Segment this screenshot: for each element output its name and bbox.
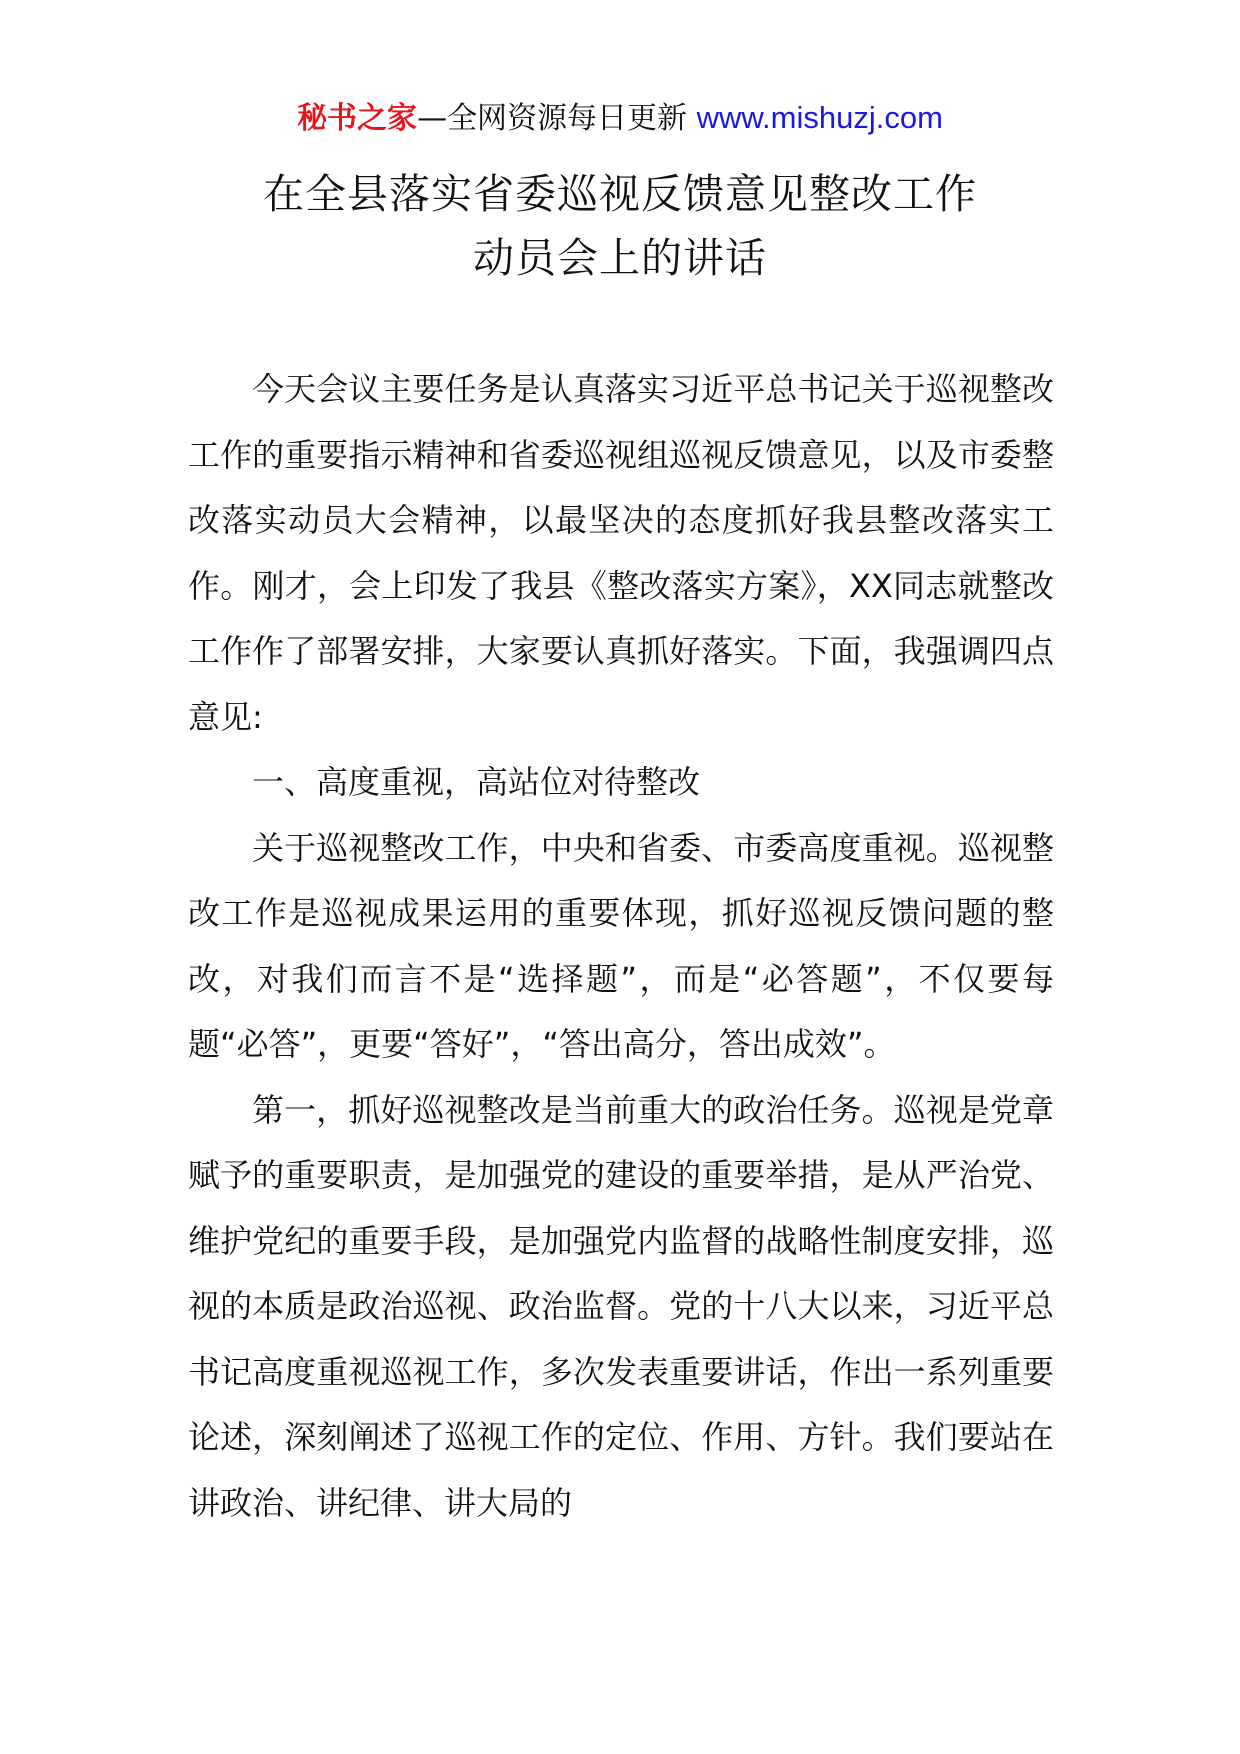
- brand-name: 秘书之家: [297, 101, 418, 136]
- document-title: [0, 162, 1240, 290]
- document-body: [188, 357, 1054, 1536]
- title-line-1: 在全县落实省委巡视反馈意见整改工作: [263, 170, 977, 218]
- site-url-link[interactable]: www.mishuzj.com: [696, 100, 943, 135]
- paragraph-2: 关于巡视整改工作，中央和省委、市委高度重视。巡视整改工作是巡视成果运用的重要体现，抓好巡视反馈问题的整改，对我们而言不是“选择题”，而是“必答题”，不仅要每题“必答”，更要“答好”，“答出高分，答出成效”。: [188, 828, 1054, 1063]
- paragraph-3: 第一，抓好巡视整改是当前重大的政治任务。巡视是党章赋予的重要职责，是加强党的建设的重要举措，是从严治党、维护党纪的重要手段，是加强党内监督的战略性制度安排，巡视的本质是政治巡视、政治监督。党的十八大以来，习近平总书记高度重视巡视工作，多次发表重要讲话，作出一系列重要论述，深刻阐述了巡视工作的定位、作用、方针。我们要站在讲政治、讲纪律、讲大局的: [188, 1090, 1054, 1522]
- section-heading-1: 一、高度重视，高站位对待整改: [252, 763, 701, 801]
- title-line-2: 动员会上的讲话: [473, 234, 767, 282]
- paragraph-intro: 今天会议主要任务是认真落实习近平总书记关于巡视整改工作的重要指示精神和省委巡视组巡视反馈意见，以及市委整改落实动员大会精神，以最坚决的态度抓好我县整改落实工作。刚才，会上印发了我县《整改落实方案》，XX同志就整改工作作了部署安排，大家要认真抓好落实。下面，我强调四点意见:: [188, 370, 1054, 736]
- page-header: [0, 98, 1240, 139]
- header-tagline: —全网资源每日更新: [417, 101, 697, 136]
